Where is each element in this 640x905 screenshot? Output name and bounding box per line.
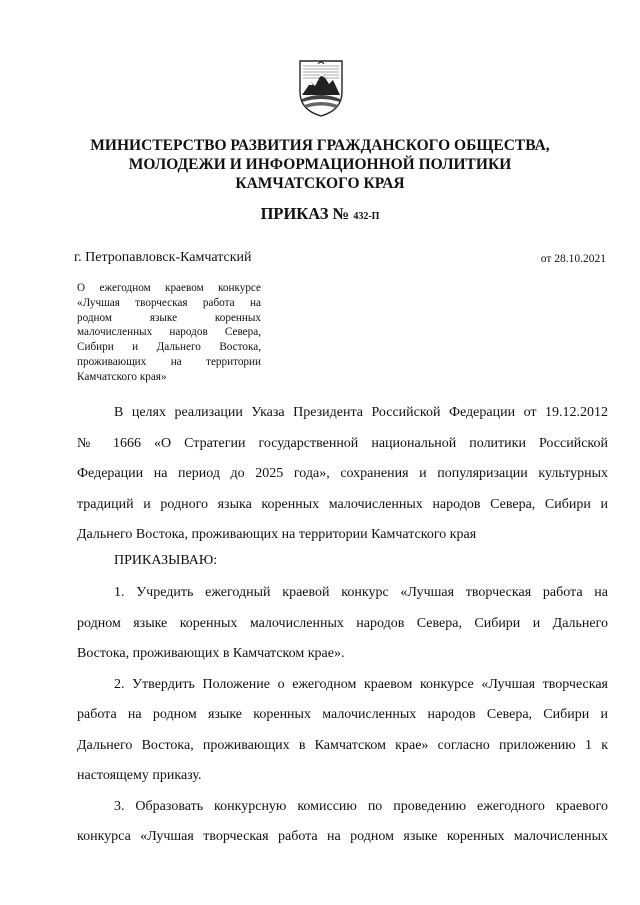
preamble-line: В целях реализации Указа Президента Российской Федерации от 19.12.2012: [114, 405, 608, 420]
item-line: родном языке коренных малочисленных народов Севера, Сибири и Дальнего: [77, 615, 608, 631]
item-line: Дальнего Востока, проживающих в Камчатском крае» согласно приложению 1 к: [77, 737, 608, 753]
order-title: [60, 204, 580, 227]
subject-line: Сибири и Дальнего Востока,: [77, 341, 261, 354]
ministry-line: МОЛОДЕЖИ И ИНФОРМАЦИОННОЙ ПОЛИТИКИ: [128, 156, 512, 173]
subject-line: родном языке коренных: [77, 311, 261, 324]
preamble: [77, 398, 608, 551]
preamble-line: № 1666 «О Стратегии государственной национальной политики Российской: [77, 435, 608, 451]
subject-line: «Лучшая творческая работа на: [77, 296, 261, 309]
order-items: [77, 578, 608, 853]
ministry-line: КАМЧАТСКОГО КРАЯ: [235, 175, 405, 192]
subject-line: малочисленных народов Севера,: [77, 326, 261, 339]
subject-line: Камчатского края»: [77, 370, 167, 383]
item-line: настоящему приказу.: [77, 768, 202, 783]
order-date: от 28.10.2021: [540, 253, 606, 265]
subject-line: О ежегодном краевом конкурсе: [77, 282, 261, 294]
preamble-line: Дальнего Востока, проживающих на территории Камчатского края: [77, 527, 477, 542]
order-word-block: [77, 546, 608, 577]
order-word: ПРИКАЗЫВАЮ:: [114, 553, 218, 568]
order-subject: [77, 281, 261, 385]
item-line: конкурса «Лучшая творческая работа на родном языке коренных малочисленных: [77, 829, 608, 844]
item-line: 1. Учредить ежегодный краевой конкурс «Лучшая творческая работа на: [114, 585, 608, 600]
item-line: Востока, проживающих в Камчатском крае».: [77, 646, 345, 661]
city: г. Петропавловск-Камчатский: [74, 250, 252, 265]
preamble-line: Федерации на период до 2025 года», сохранения и популяризации культурных: [77, 466, 608, 481]
order-label: ПРИКАЗ №: [260, 204, 350, 223]
item-line: 2. Утвердить Положение о ежегодном краевом конкурсе «Лучшая творческая: [114, 676, 608, 692]
preamble-line: традиций и родного языка коренных малочисленных народов Севера, Сибири и: [77, 496, 608, 512]
subject-line: проживающих на территории: [77, 355, 261, 368]
item-line: 3. Образовать конкурсную комиссию по проведению ежегодного краевого: [114, 798, 608, 814]
item-line: работа на родном языке коренных малочисленных народов Севера, Сибири и: [77, 707, 608, 722]
order-number: 432-П: [353, 211, 380, 222]
ministry-name: [60, 136, 580, 193]
ministry-line: МИНИСТЕРСТВО РАЗВИТИЯ ГРАЖДАНСКОГО ОБЩЕСТВА,: [90, 137, 550, 154]
kamchatka-coat-of-arms-icon: [296, 58, 346, 118]
